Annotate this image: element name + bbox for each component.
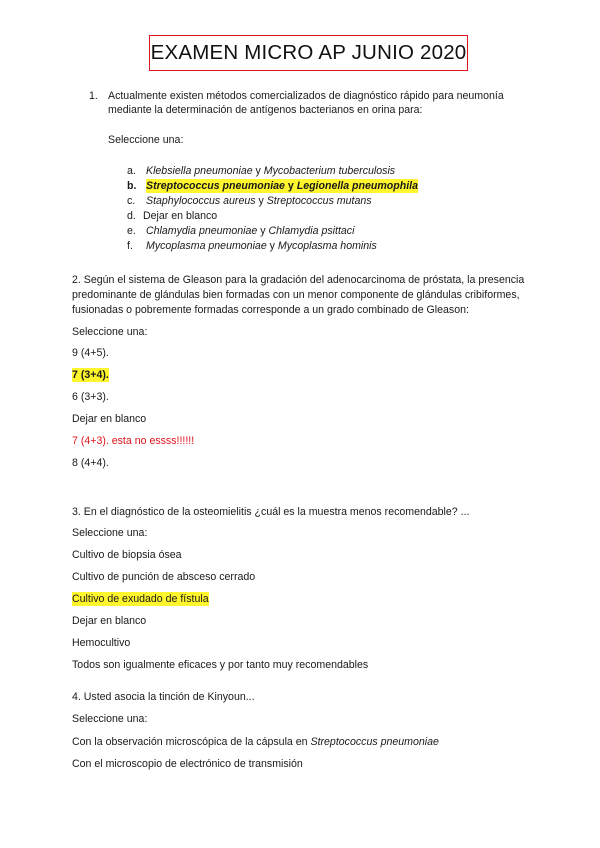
q3-option-6: Todos son igualmente eficaces y por tanto muy recomendables <box>72 659 369 671</box>
q4-prompt: Seleccione una: <box>72 713 148 725</box>
q2-text-line2: predominante de glándulas bien formadas con un menor componente de glándulas cribiformes, <box>72 289 520 301</box>
q1-option-e-conj: y <box>257 225 269 237</box>
q3-text-line1: 3. En el diagnóstico de la osteomielitis ¿cuál es la muestra menos recomendable? ... <box>72 506 470 518</box>
q1-option-f-organism1: Mycoplasma pneumoniae <box>146 240 267 252</box>
q2-text-line1: 2. Según el sistema de Gleason para la gradación del adenocarcinoma de próstata, la presencia <box>72 274 525 286</box>
q1-option-b-letter: b. <box>127 180 137 192</box>
q4-option-2: Con el microscopio de electrónico de transmisión <box>72 758 303 770</box>
q2-option-6: 8 (4+4). <box>72 457 109 469</box>
q1-option-c-organism2: Streptococcus mutans <box>266 195 372 207</box>
q1-option-f-conj: y <box>266 240 278 252</box>
q1-option-a <box>146 164 395 178</box>
q1-option-c-letter: c. <box>127 195 136 207</box>
q2-option-1: 9 (4+5). <box>72 347 109 359</box>
q3-option-1: Cultivo de biopsia ósea <box>72 549 182 561</box>
title-box <box>149 35 468 71</box>
q4-option-1-text: Con la observación microscópica de la cápsula en <box>72 736 311 748</box>
q1-option-a-letter: a. <box>127 165 136 177</box>
q1-option-a-organism1: Klebsiella pneumoniae <box>146 165 253 177</box>
q1-option-e-organism1: Chlamydia pneumoniae <box>146 225 258 237</box>
q1-option-c <box>146 194 372 208</box>
q1-option-f-organism2: Mycoplasma hominis <box>277 240 377 252</box>
q3-option-5: Hemocultivo <box>72 637 131 649</box>
q1-text-line2: mediante la determinación de antígenos bacterianos en orina para: <box>108 104 423 116</box>
q1-option-d-letter: d. <box>127 210 136 222</box>
q4-option-1 <box>72 735 439 749</box>
q1-option-b-highlighted <box>146 179 418 193</box>
q1-option-f-letter: f. <box>127 240 133 252</box>
q2-option-3: 6 (3+3). <box>72 391 109 403</box>
q1-option-f <box>146 239 377 253</box>
q2-text-line3: fusionadas o pobremente formadas corresponde a un grado combinado de Gleason: <box>72 304 469 316</box>
q2-prompt: Seleccione una: <box>72 326 148 338</box>
q3-option-4: Dejar en blanco <box>72 615 147 627</box>
q1-text-line1: Actualmente existen métodos comercializados de diagnóstico rápido para neumonía <box>108 90 504 102</box>
q1-option-b-conj: y <box>284 180 297 192</box>
q4-option-1-organism: Streptococcus pneumoniae <box>310 736 439 748</box>
q1-prompt: Seleccione una: <box>108 134 184 146</box>
q2-option-2-highlighted: 7 (3+4). <box>72 369 109 381</box>
q1-option-c-organism1: Staphylococcus aureus <box>146 195 256 207</box>
q1-number: 1. <box>89 90 98 102</box>
q1-option-e <box>146 224 354 238</box>
q1-option-a-organism2: Mycobacterium tuberculosis <box>263 165 396 177</box>
q2-option-5-annotated: 7 (4+3). esta no essss!!!!!! <box>72 435 195 447</box>
q2-option-4: Dejar en blanco <box>72 413 147 425</box>
q1-option-b-organism2: Legionella pneumophila <box>296 180 418 192</box>
q1-option-a-conj: y <box>252 165 264 177</box>
q1-option-e-letter: e. <box>127 225 136 237</box>
q4-text-line1: 4. Usted asocia la tinción de Kinyoun... <box>72 691 255 703</box>
q1-option-c-conj: y <box>255 195 267 207</box>
q3-option-3-highlighted: Cultivo de exudado de fístula <box>72 593 209 605</box>
document-title: EXAMEN MICRO AP JUNIO 2020 <box>150 41 467 64</box>
q3-option-2: Cultivo de punción de absceso cerrado <box>72 571 256 583</box>
q1-option-e-organism2: Chlamydia psittaci <box>268 225 355 237</box>
q1-option-d: Dejar en blanco <box>143 210 218 222</box>
q1-option-b-organism1: Streptococcus pneumoniae <box>146 180 285 192</box>
q3-prompt: Seleccione una: <box>72 527 148 539</box>
